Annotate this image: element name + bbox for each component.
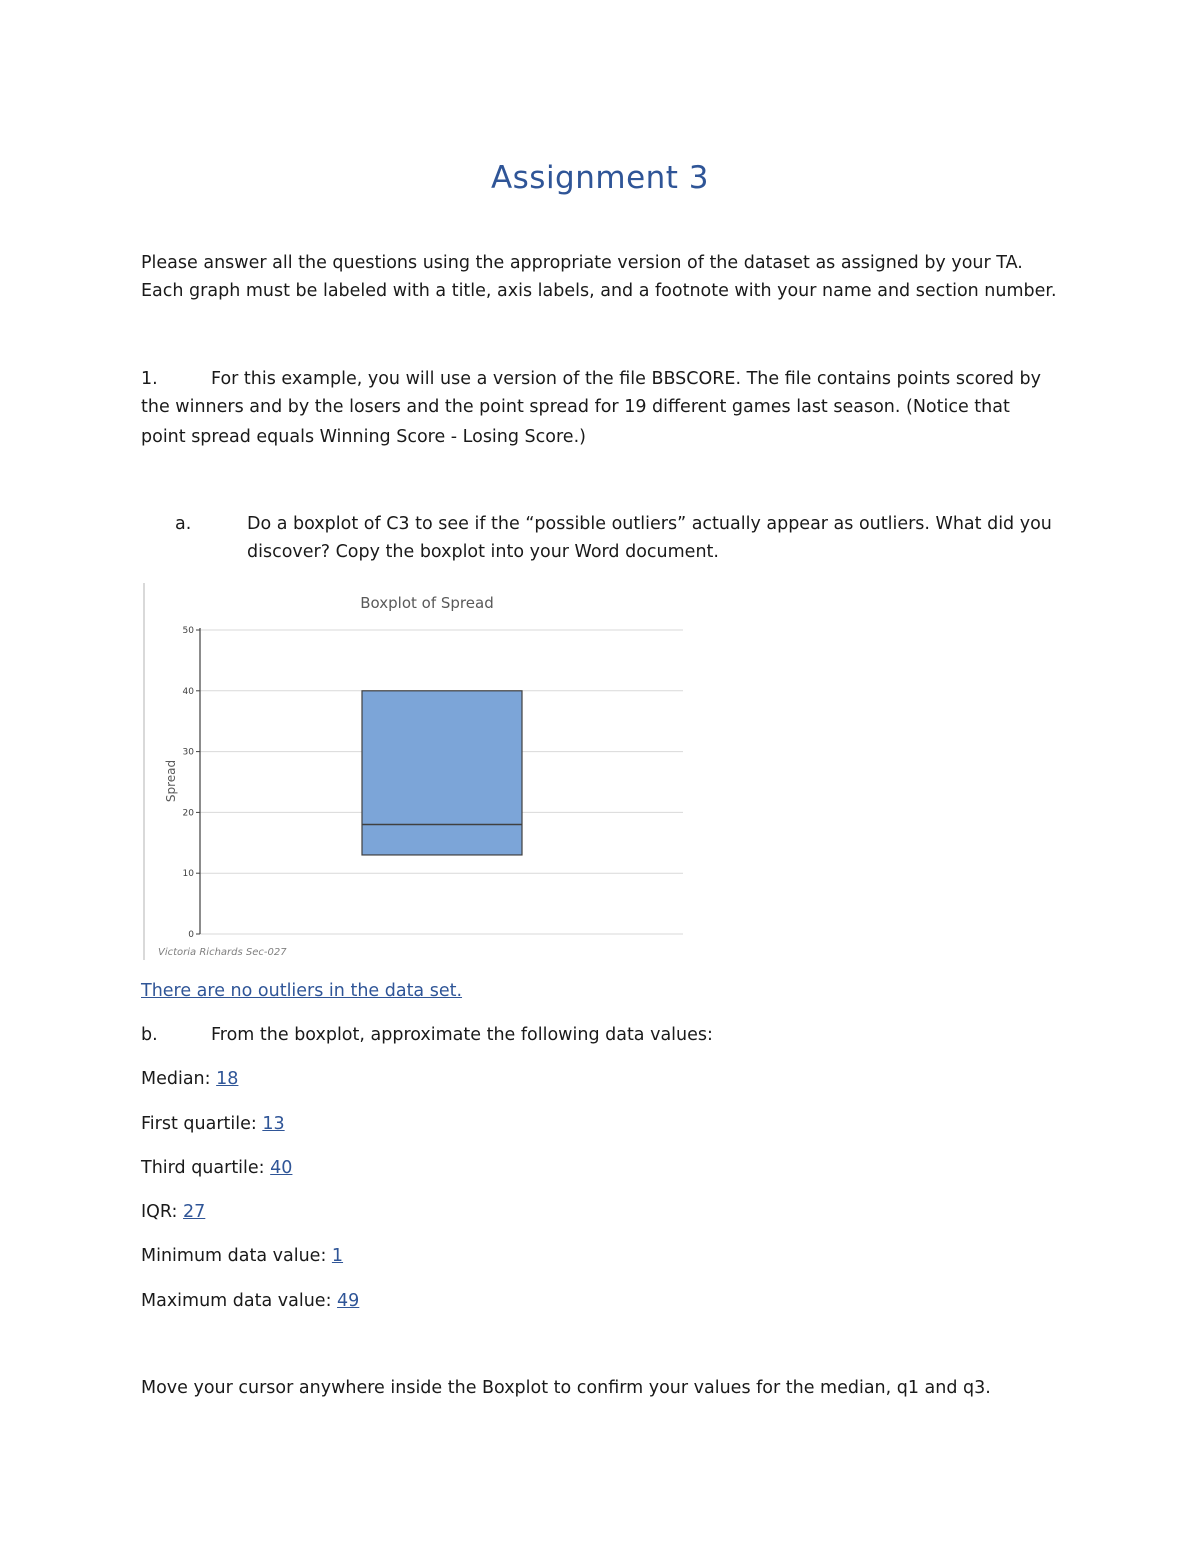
- boxplot-box: [362, 691, 522, 855]
- y-tick-label: 40: [182, 686, 194, 697]
- question-1-line-2: the winners and by the losers and the point spread for 19 different games last season. (Notice that: [141, 397, 1010, 417]
- value-row-first-quartile: [141, 1110, 285, 1139]
- value-row-minimum: [141, 1242, 343, 1271]
- value-row-maximum: [141, 1287, 359, 1316]
- intro-line-2: Each graph must be labeled with a title, axis labels, and a footnote with your name and section number.: [141, 281, 1057, 301]
- value-label: Maximum data value:: [141, 1291, 332, 1311]
- question-1-number: 1.: [141, 369, 158, 389]
- value-row-iqr: [141, 1198, 205, 1227]
- value-label: IQR:: [141, 1202, 178, 1222]
- value-row-median: [141, 1065, 238, 1094]
- part-a-label: a.: [175, 514, 192, 534]
- value-label: First quartile:: [141, 1114, 257, 1134]
- value-answer[interactable]: 13: [262, 1114, 285, 1134]
- boxplot-chart[interactable]: [143, 583, 690, 960]
- value-label: Minimum data value:: [141, 1246, 327, 1266]
- y-tick-label: 0: [188, 930, 194, 940]
- y-tick-label: 20: [182, 808, 194, 819]
- part-b-prompt: From the boxplot, approximate the following data values:: [211, 1025, 713, 1045]
- value-answer[interactable]: 18: [216, 1069, 239, 1089]
- part-b-label: b.: [141, 1025, 158, 1045]
- chart-footnote: Victoria Richards Sec-027: [158, 947, 287, 958]
- value-label: Median:: [141, 1069, 211, 1089]
- intro-line-1: Please answer all the questions using the appropriate version of the dataset as assigned by your TA.: [141, 253, 1023, 273]
- boxplot-svg: [145, 583, 690, 960]
- closing-instruction: Move your cursor anywhere inside the Boxplot to confirm your values for the median, q1 and q3.: [141, 1378, 991, 1398]
- value-row-third-quartile: [141, 1154, 292, 1183]
- value-answer[interactable]: 1: [331, 1246, 344, 1266]
- y-axis-label: Spread: [164, 759, 178, 803]
- y-tick-label: 10: [182, 869, 194, 880]
- value-answer[interactable]: 40: [270, 1158, 293, 1178]
- y-tick-label: 50: [182, 626, 194, 636]
- chart-title: Boxplot of Spread: [360, 594, 494, 612]
- question-1-line-3: point spread equals Winning Score - Losing Score.): [141, 427, 586, 447]
- value-answer[interactable]: 49: [337, 1291, 360, 1311]
- part-a-line-1: Do a boxplot of C3 to see if the “possible outliers” actually appear as outliers. What did you: [247, 514, 1052, 534]
- value-label: Third quartile:: [141, 1158, 265, 1178]
- y-tick-label: 30: [182, 747, 194, 758]
- part-a-line-2: discover? Copy the boxplot into your Word document.: [247, 542, 719, 562]
- part-a-answer[interactable]: There are no outliers in the data set.: [141, 981, 463, 1001]
- page-title: Assignment 3: [490, 160, 710, 196]
- question-1-line-1: For this example, you will use a version of the file BBSCORE. The file contains points scored by: [211, 369, 1042, 389]
- value-answer[interactable]: 27: [183, 1202, 206, 1222]
